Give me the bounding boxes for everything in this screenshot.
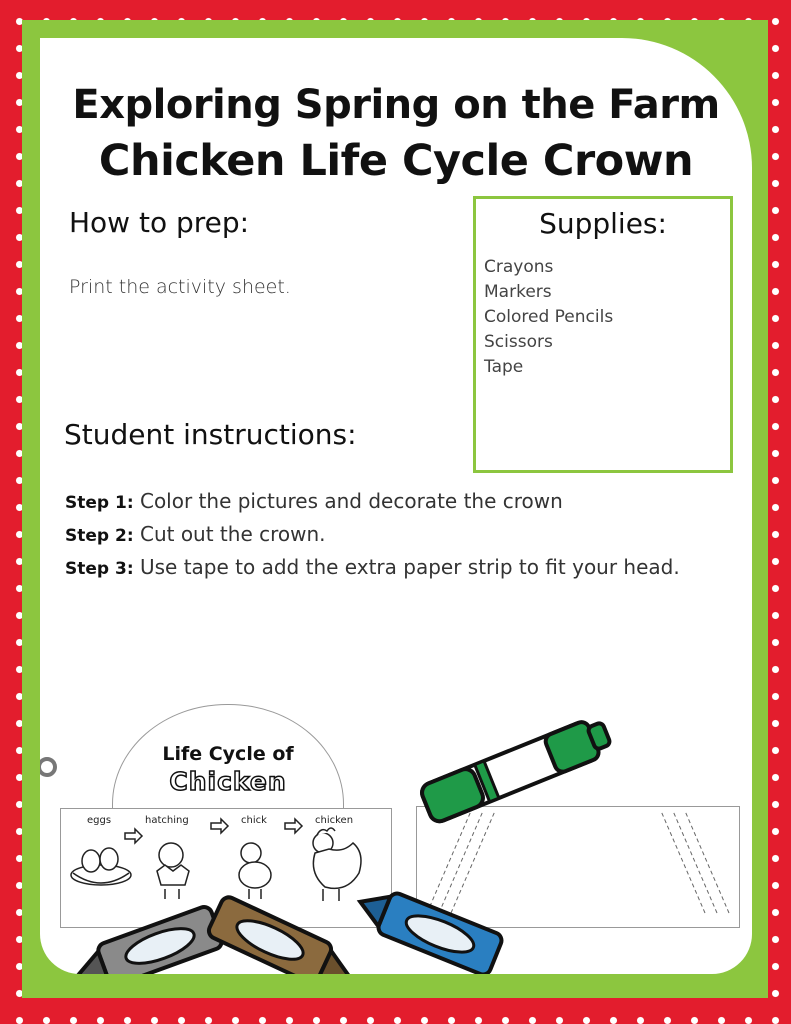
crown-title-chicken: Chicken	[169, 767, 287, 796]
step-text: Cut out the crown.	[133, 522, 326, 546]
crown-illustration	[40, 678, 752, 974]
crayon-icon	[206, 895, 359, 974]
page-subtitle: Chicken Life Cycle Crown	[98, 136, 694, 186]
step-1	[65, 486, 705, 519]
crayon-icon	[352, 881, 504, 974]
list-item: Scissors	[484, 332, 553, 352]
step-3	[65, 552, 705, 585]
supplies-list	[484, 255, 613, 380]
marker-icon	[419, 714, 614, 824]
step-2	[65, 519, 705, 552]
list-item: Tape	[484, 357, 524, 377]
supplies-heading: Supplies:	[539, 207, 667, 240]
crown-title: Life Cycle of	[162, 743, 294, 765]
step-label: Step 1:	[65, 493, 134, 513]
list-item: Crayons	[484, 257, 554, 277]
page-card	[40, 38, 752, 974]
stage-label-chicken: chicken	[315, 815, 354, 826]
stage-label-chick: chick	[241, 815, 267, 826]
steps-list	[65, 486, 705, 585]
step-label: Step 2:	[65, 526, 134, 546]
instructions-heading: Student instructions:	[64, 418, 357, 451]
supplies-box	[473, 196, 733, 473]
step-text: Color the pictures and decorate the crown	[133, 489, 563, 513]
page-title: Exploring Spring on the Farm	[72, 82, 720, 128]
stage-label-eggs: eggs	[87, 815, 112, 826]
step-label: Step 3:	[65, 559, 134, 579]
prep-text: Print the activity sheet.	[69, 276, 291, 298]
list-item: Markers	[484, 282, 552, 302]
step-text: Use tape to add the extra paper strip to fit your head.	[133, 555, 680, 579]
stage-label-hatching: hatching	[145, 815, 189, 826]
crayon-icon	[70, 905, 224, 974]
list-item: Colored Pencils	[484, 307, 614, 327]
prep-heading: How to prep:	[69, 206, 250, 239]
